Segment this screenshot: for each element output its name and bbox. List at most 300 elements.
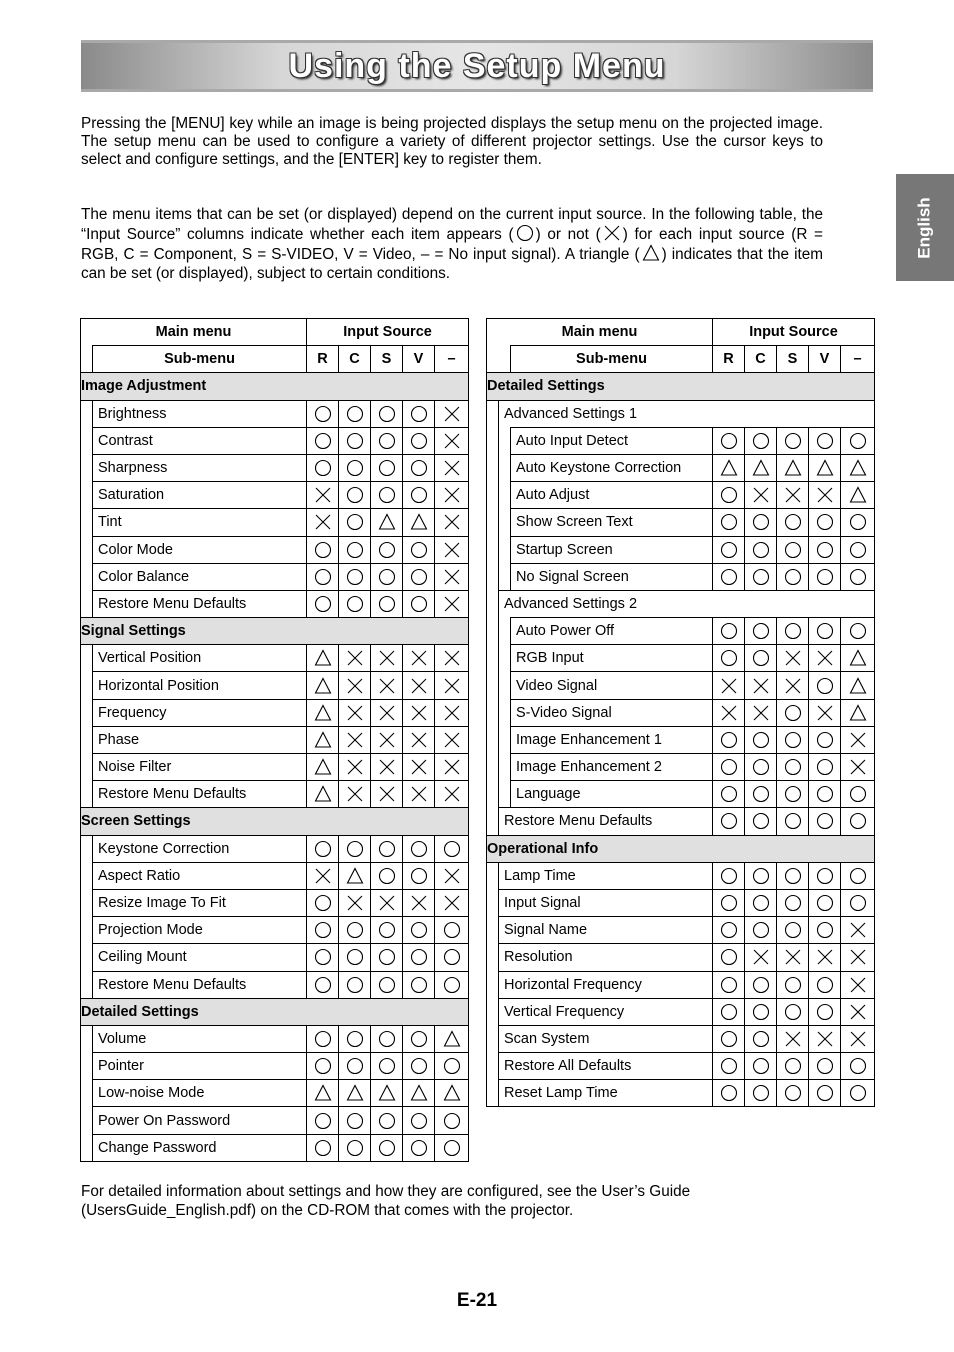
menu-item-label: Resize Image To Fit [93, 889, 307, 916]
mark-cell [403, 889, 435, 916]
mark-cell [339, 590, 371, 617]
table-row [487, 917, 875, 944]
circle-icon [784, 568, 802, 586]
mark-cell [841, 971, 875, 998]
circle-icon [443, 921, 461, 939]
triangle-icon [410, 1084, 428, 1102]
mark-cell [777, 944, 809, 971]
mark-cell [745, 645, 777, 672]
circle-icon [314, 1030, 332, 1048]
mark-cell [777, 808, 809, 835]
mark-cell [777, 645, 809, 672]
triangle-icon [849, 459, 867, 477]
mark-cell [809, 645, 841, 672]
table-row [487, 536, 875, 563]
circle-icon [346, 459, 364, 477]
table-row [81, 889, 469, 916]
menu-item-label: Image Enhancement 1 [511, 726, 713, 753]
intro-paragraph-2 [81, 206, 823, 283]
circle-icon [410, 432, 428, 450]
menu-item-label: Pointer [93, 1053, 307, 1080]
circle-icon [784, 812, 802, 830]
table-row [487, 509, 875, 536]
circle-icon [752, 976, 770, 994]
mark-cell [403, 454, 435, 481]
indent-cell [487, 726, 499, 753]
mark-cell [307, 482, 339, 509]
left-menu-table [80, 318, 469, 1162]
mark-cell [809, 862, 841, 889]
mark-cell [403, 672, 435, 699]
mark-cell [745, 754, 777, 781]
mark-cell [841, 699, 875, 726]
mark-cell [403, 944, 435, 971]
mark-cell [745, 1080, 777, 1107]
cross-icon [378, 677, 396, 695]
circle-icon [346, 541, 364, 559]
table-row [81, 427, 469, 454]
mark-cell [745, 454, 777, 481]
cross-icon [378, 704, 396, 722]
mark-cell [745, 1025, 777, 1052]
circle-icon [784, 785, 802, 803]
mark-cell [745, 699, 777, 726]
menu-item-label: Horizontal Position [93, 672, 307, 699]
triangle-icon [642, 244, 660, 262]
indent-cell [487, 917, 499, 944]
mark-cell [809, 971, 841, 998]
mark-cell [841, 808, 875, 835]
mark-cell [841, 998, 875, 1025]
menu-item-label: Vertical Frequency [499, 998, 713, 1025]
input-source-header: Input Source [307, 319, 469, 346]
mark-cell [745, 618, 777, 645]
triangle-icon [314, 1084, 332, 1102]
mark-cell [777, 726, 809, 753]
mark-cell [339, 672, 371, 699]
mark-cell [745, 998, 777, 1025]
mark-cell [403, 835, 435, 862]
menu-item-label: Language [511, 781, 713, 808]
cross-icon [443, 513, 461, 531]
mark-cell [713, 781, 745, 808]
menu-item-label: Signal Name [499, 917, 713, 944]
mark-cell [713, 618, 745, 645]
cross-icon [443, 459, 461, 477]
indent-cell [487, 1025, 499, 1052]
table-row [487, 482, 875, 509]
circle-icon [752, 649, 770, 667]
mark-cell [403, 563, 435, 590]
mark-cell [403, 645, 435, 672]
circle-icon [346, 1030, 364, 1048]
cross-icon [784, 486, 802, 504]
triangle-icon [849, 649, 867, 667]
cross-icon [410, 894, 428, 912]
mark-cell [745, 536, 777, 563]
indent-cell [499, 645, 511, 672]
mark-cell [745, 563, 777, 590]
circle-icon [816, 1057, 834, 1075]
circle-icon [752, 867, 770, 885]
mark-cell [713, 645, 745, 672]
menu-item-label: Auto Adjust [511, 482, 713, 509]
mark-cell [745, 726, 777, 753]
menu-item-label: Reset Lamp Time [499, 1080, 713, 1107]
circle-icon [849, 1084, 867, 1102]
menu-item-label: Auto Keystone Correction [511, 454, 713, 481]
cross-icon [784, 677, 802, 695]
triangle-icon [314, 758, 332, 776]
section-label: Signal Settings [81, 618, 469, 645]
circle-icon [443, 1139, 461, 1157]
table-row [81, 754, 469, 781]
table-row [81, 862, 469, 889]
mark-cell [403, 781, 435, 808]
mark-cell [403, 726, 435, 753]
circle-icon [752, 1057, 770, 1075]
circle-icon [816, 541, 834, 559]
mark-cell [403, 862, 435, 889]
circle-icon [720, 976, 738, 994]
indent-cell [81, 1080, 93, 1107]
main-menu-header: Main menu [487, 319, 713, 346]
cross-icon [410, 704, 428, 722]
mark-cell [339, 1134, 371, 1161]
intro-text-2: ) or not ( [535, 226, 601, 244]
menu-item-label: Restore Menu Defaults [93, 781, 307, 808]
circle-icon [849, 812, 867, 830]
indent-cell [81, 672, 93, 699]
mark-cell [841, 509, 875, 536]
circle-icon [410, 459, 428, 477]
mark-cell [435, 454, 469, 481]
circle-icon [410, 840, 428, 858]
mark-cell [371, 590, 403, 617]
mark-cell [307, 563, 339, 590]
section-row [81, 373, 469, 400]
mark-cell [371, 1134, 403, 1161]
mark-cell [307, 1107, 339, 1134]
table-row [487, 1080, 875, 1107]
cross-icon [346, 785, 364, 803]
circle-icon [816, 622, 834, 640]
circle-icon [720, 921, 738, 939]
circle-icon [378, 432, 396, 450]
indent-cell [81, 699, 93, 726]
circle-icon [784, 1084, 802, 1102]
mark-cell [403, 509, 435, 536]
circle-icon [720, 867, 738, 885]
circle-icon [443, 976, 461, 994]
mark-cell [841, 618, 875, 645]
mark-cell [435, 726, 469, 753]
cross-icon [849, 948, 867, 966]
table-row [81, 482, 469, 509]
circle-icon [720, 785, 738, 803]
indent-cell [81, 427, 93, 454]
mark-cell [435, 944, 469, 971]
mark-cell [809, 618, 841, 645]
input-column-header: C [339, 346, 371, 373]
right-menu-table [486, 318, 875, 1107]
indent-cell [487, 1053, 499, 1080]
mark-cell [841, 1080, 875, 1107]
mark-cell [841, 482, 875, 509]
cross-icon [816, 486, 834, 504]
circle-icon [816, 731, 834, 749]
circle-icon [752, 541, 770, 559]
mark-cell [713, 808, 745, 835]
circle-icon [314, 595, 332, 613]
cross-icon [443, 677, 461, 695]
menu-item-label: Projection Mode [93, 917, 307, 944]
mark-cell [435, 536, 469, 563]
table-header-row [487, 346, 875, 373]
mark-cell [713, 482, 745, 509]
cross-icon [443, 568, 461, 586]
cross-icon [346, 704, 364, 722]
circle-icon [720, 948, 738, 966]
mark-cell [307, 590, 339, 617]
indent-cell [499, 781, 511, 808]
section-row [487, 835, 875, 862]
table-header-row [81, 319, 469, 346]
circle-icon [784, 731, 802, 749]
indent-cell [81, 862, 93, 889]
circle-icon [816, 785, 834, 803]
table-row [81, 1080, 469, 1107]
mark-cell [435, 1134, 469, 1161]
menu-item-label: Color Balance [93, 563, 307, 590]
circle-icon [378, 840, 396, 858]
mark-cell [809, 1053, 841, 1080]
mark-cell [339, 509, 371, 536]
input-column-header: V [809, 346, 841, 373]
circle-icon [720, 812, 738, 830]
circle-icon [346, 840, 364, 858]
cross-icon [443, 595, 461, 613]
mark-cell [307, 971, 339, 998]
section-row [81, 618, 469, 645]
mark-cell [745, 944, 777, 971]
mark-cell [435, 862, 469, 889]
cross-icon [443, 649, 461, 667]
mark-cell [339, 536, 371, 563]
mark-cell [809, 1080, 841, 1107]
intro-text-3: ) for each input source (R = RGB, C = Component, S = S-VIDEO, V = Video, – = No input signal). A triangle ( [81, 226, 823, 264]
menu-item-label: Image Enhancement 2 [511, 754, 713, 781]
mark-cell [841, 454, 875, 481]
indent-cell [499, 536, 511, 563]
mark-cell [777, 754, 809, 781]
circle-icon [314, 432, 332, 450]
mark-cell [371, 482, 403, 509]
menu-item-label: Video Signal [511, 672, 713, 699]
circle-icon [346, 595, 364, 613]
mark-cell [435, 754, 469, 781]
circle-icon [784, 976, 802, 994]
mark-cell [809, 482, 841, 509]
language-tab-label: English [915, 196, 934, 259]
menu-item-label: Lamp Time [499, 862, 713, 889]
circle-icon [346, 1112, 364, 1130]
cross-icon [443, 785, 461, 803]
section-row [487, 373, 875, 400]
mark-cell [339, 400, 371, 427]
circle-icon [816, 976, 834, 994]
mark-cell [745, 509, 777, 536]
cross-icon [443, 541, 461, 559]
mark-cell [809, 427, 841, 454]
mark-cell [307, 917, 339, 944]
mark-cell [371, 563, 403, 590]
mark-cell [339, 862, 371, 889]
mark-cell [371, 427, 403, 454]
indent-cell [81, 754, 93, 781]
table-row [487, 889, 875, 916]
mark-cell [435, 917, 469, 944]
mark-cell [339, 427, 371, 454]
circle-icon [378, 459, 396, 477]
mark-cell [841, 427, 875, 454]
mark-cell [809, 808, 841, 835]
circle-icon [720, 731, 738, 749]
mark-cell [713, 944, 745, 971]
mark-cell [809, 1025, 841, 1052]
circle-icon [378, 568, 396, 586]
circle-icon [849, 894, 867, 912]
circle-icon [849, 785, 867, 803]
indent-cell [81, 726, 93, 753]
indent-cell [499, 482, 511, 509]
circle-icon [752, 812, 770, 830]
circle-icon [378, 976, 396, 994]
mark-cell [339, 1080, 371, 1107]
mark-cell [777, 1080, 809, 1107]
circle-icon [784, 513, 802, 531]
cross-icon [816, 1030, 834, 1048]
circle-icon [314, 840, 332, 858]
mark-cell [745, 889, 777, 916]
mark-cell [403, 917, 435, 944]
mark-cell [809, 454, 841, 481]
triangle-icon [784, 459, 802, 477]
circle-icon [720, 894, 738, 912]
menu-item-label: RGB Input [511, 645, 713, 672]
mark-cell [339, 482, 371, 509]
circle-icon [752, 785, 770, 803]
indent-cell [81, 1053, 93, 1080]
intro-text-4: ) indicates that the item can be set (or displayed), subject to certain conditions. [81, 246, 823, 282]
mark-cell [435, 835, 469, 862]
mark-cell [841, 1025, 875, 1052]
indent-cell [81, 400, 93, 427]
mark-cell [777, 454, 809, 481]
mark-cell [745, 808, 777, 835]
section-label: Image Adjustment [81, 373, 469, 400]
table-row [81, 726, 469, 753]
cross-icon [849, 976, 867, 994]
indent-cell [487, 427, 499, 454]
circle-icon [314, 405, 332, 423]
triangle-icon [720, 459, 738, 477]
cross-icon [314, 513, 332, 531]
circle-icon [816, 894, 834, 912]
circle-icon [314, 1057, 332, 1075]
mark-cell [841, 889, 875, 916]
mark-cell [745, 862, 777, 889]
input-column-header: S [777, 346, 809, 373]
circle-icon [443, 840, 461, 858]
circle-icon [849, 622, 867, 640]
table-row [81, 1053, 469, 1080]
mark-cell [307, 862, 339, 889]
indent-cell [81, 917, 93, 944]
indent-cell [499, 454, 511, 481]
mark-cell [307, 944, 339, 971]
mark-cell [307, 754, 339, 781]
mark-cell [777, 563, 809, 590]
cross-icon [443, 731, 461, 749]
circle-icon [849, 867, 867, 885]
menu-item-label: Restore All Defaults [499, 1053, 713, 1080]
circle-icon [346, 948, 364, 966]
table-row [487, 726, 875, 753]
menu-item-label: Restore Menu Defaults [93, 971, 307, 998]
mark-cell [307, 835, 339, 862]
mark-cell [809, 998, 841, 1025]
indent-cell [81, 835, 93, 862]
triangle-icon [816, 459, 834, 477]
circle-icon [720, 541, 738, 559]
cross-icon [410, 649, 428, 667]
circle-icon [752, 432, 770, 450]
circle-icon [378, 541, 396, 559]
mark-cell [371, 1025, 403, 1052]
mark-cell [435, 590, 469, 617]
cross-icon [410, 758, 428, 776]
table-row [81, 917, 469, 944]
table-row [81, 1134, 469, 1161]
circle-icon [849, 1057, 867, 1075]
circle-icon [378, 921, 396, 939]
mark-cell [713, 672, 745, 699]
mark-cell [777, 427, 809, 454]
intro-text-1: The menu items that can be set (or displayed) depend on the current input source. In the following table, the “Input Source” columns indicate whether each item appears ( [81, 206, 823, 244]
intro-paragraph-1: Pressing the [MENU] key while an image is being projected displays the setup menu on the projected image. The setup menu can be used to configure a variety of different projector settings. Use the cursor keys to select and configure settings, and the [ENTER] key to register them. [81, 115, 823, 169]
mark-cell [339, 1107, 371, 1134]
table-row [81, 590, 469, 617]
menu-item-label: Tint [93, 509, 307, 536]
input-source-header: Input Source [713, 319, 875, 346]
circle-icon [816, 1084, 834, 1102]
table-row [81, 672, 469, 699]
circle-icon [784, 1057, 802, 1075]
mark-cell [777, 699, 809, 726]
mark-cell [307, 1080, 339, 1107]
circle-icon [784, 622, 802, 640]
menu-item-label: Phase [93, 726, 307, 753]
menu-item-label: Contrast [93, 427, 307, 454]
mark-cell [713, 563, 745, 590]
table-row [487, 781, 875, 808]
cross-icon [346, 649, 364, 667]
table-row [487, 862, 875, 889]
mark-cell [809, 672, 841, 699]
table-row [487, 645, 875, 672]
menu-item-label: Resolution [499, 944, 713, 971]
